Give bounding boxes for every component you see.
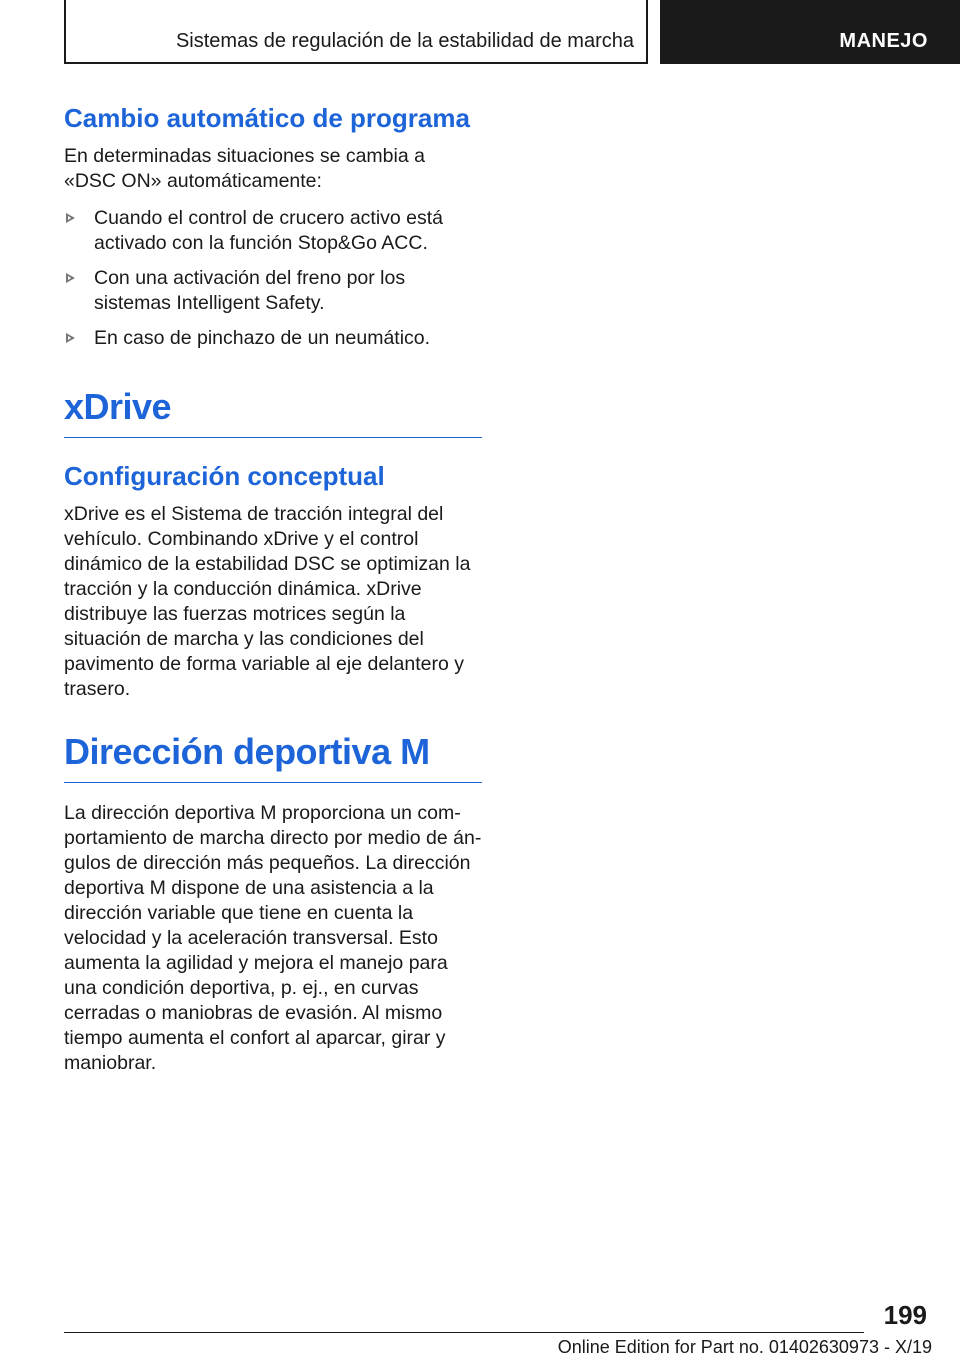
running-header bbox=[64, 0, 648, 64]
main-column bbox=[64, 100, 482, 1076]
list-item: En caso de pinchazo de un neumático. bbox=[64, 326, 482, 351]
page-number: 199 bbox=[883, 1300, 927, 1330]
triangle-bullet-icon bbox=[66, 333, 75, 343]
sport-steering-body: La dirección deportiva M proporciona un comportamiento de marcha directo por medio de ángulos de dirección más pequeños. La dirección deportiva M dispone de una asistencia a la dirección variable que tiene en cuenta la velocidad y la aceleración transversal. Esto aumenta la agilidad y mejora el manejo para una condición deportiva, p. ej., en curvas cerradas o maniobras de evasión. Al mismo tiempo aumenta el confort al aparcar, girar y maniobrar. bbox=[64, 802, 482, 1074]
xdrive-section bbox=[64, 385, 482, 702]
program-change-heading: Cambio automático de programa bbox=[64, 103, 470, 133]
xdrive-subheading: Configuración conceptual bbox=[64, 461, 385, 491]
xdrive-body: xDrive es el Sistema de tracción integral del vehículo. Combinando xDrive y el control dinámico de la estabilidad DSC se optimizan la tracción y la conducción dinámica. xDrive distribuye las fuerzas motrices según la situación de marcha y las condiciones del pavimento de forma variable al eje delantero y trasero. bbox=[64, 503, 471, 700]
chapter-label: MANEJO bbox=[839, 30, 928, 52]
program-change-intro: En determinadas situaciones se cambia a «DSC ON» automáticamente: bbox=[64, 145, 425, 192]
footer-divider bbox=[64, 1332, 864, 1333]
program-change-list bbox=[64, 206, 482, 351]
triangle-bullet-icon bbox=[66, 273, 75, 283]
triangle-bullet-icon bbox=[66, 213, 75, 223]
list-item: Cuando el control de crucero activo está activado con la función Stop&Go ACC. bbox=[64, 206, 482, 256]
chapter-tab bbox=[660, 0, 960, 64]
running-header-title: Sistemas de regulación de la estabilidad de marcha bbox=[175, 30, 634, 52]
program-change-section bbox=[64, 100, 482, 351]
sport-steering-section bbox=[64, 730, 482, 1076]
edition-note: Online Edition for Part no. 01402630973 - X/19 bbox=[557, 1337, 932, 1357]
list-item: Con una activación del freno por los sistemas Intelligent Safety. bbox=[64, 266, 482, 316]
xdrive-heading: xDrive bbox=[64, 385, 482, 438]
sport-steering-heading: Dirección deportiva M bbox=[64, 730, 482, 783]
